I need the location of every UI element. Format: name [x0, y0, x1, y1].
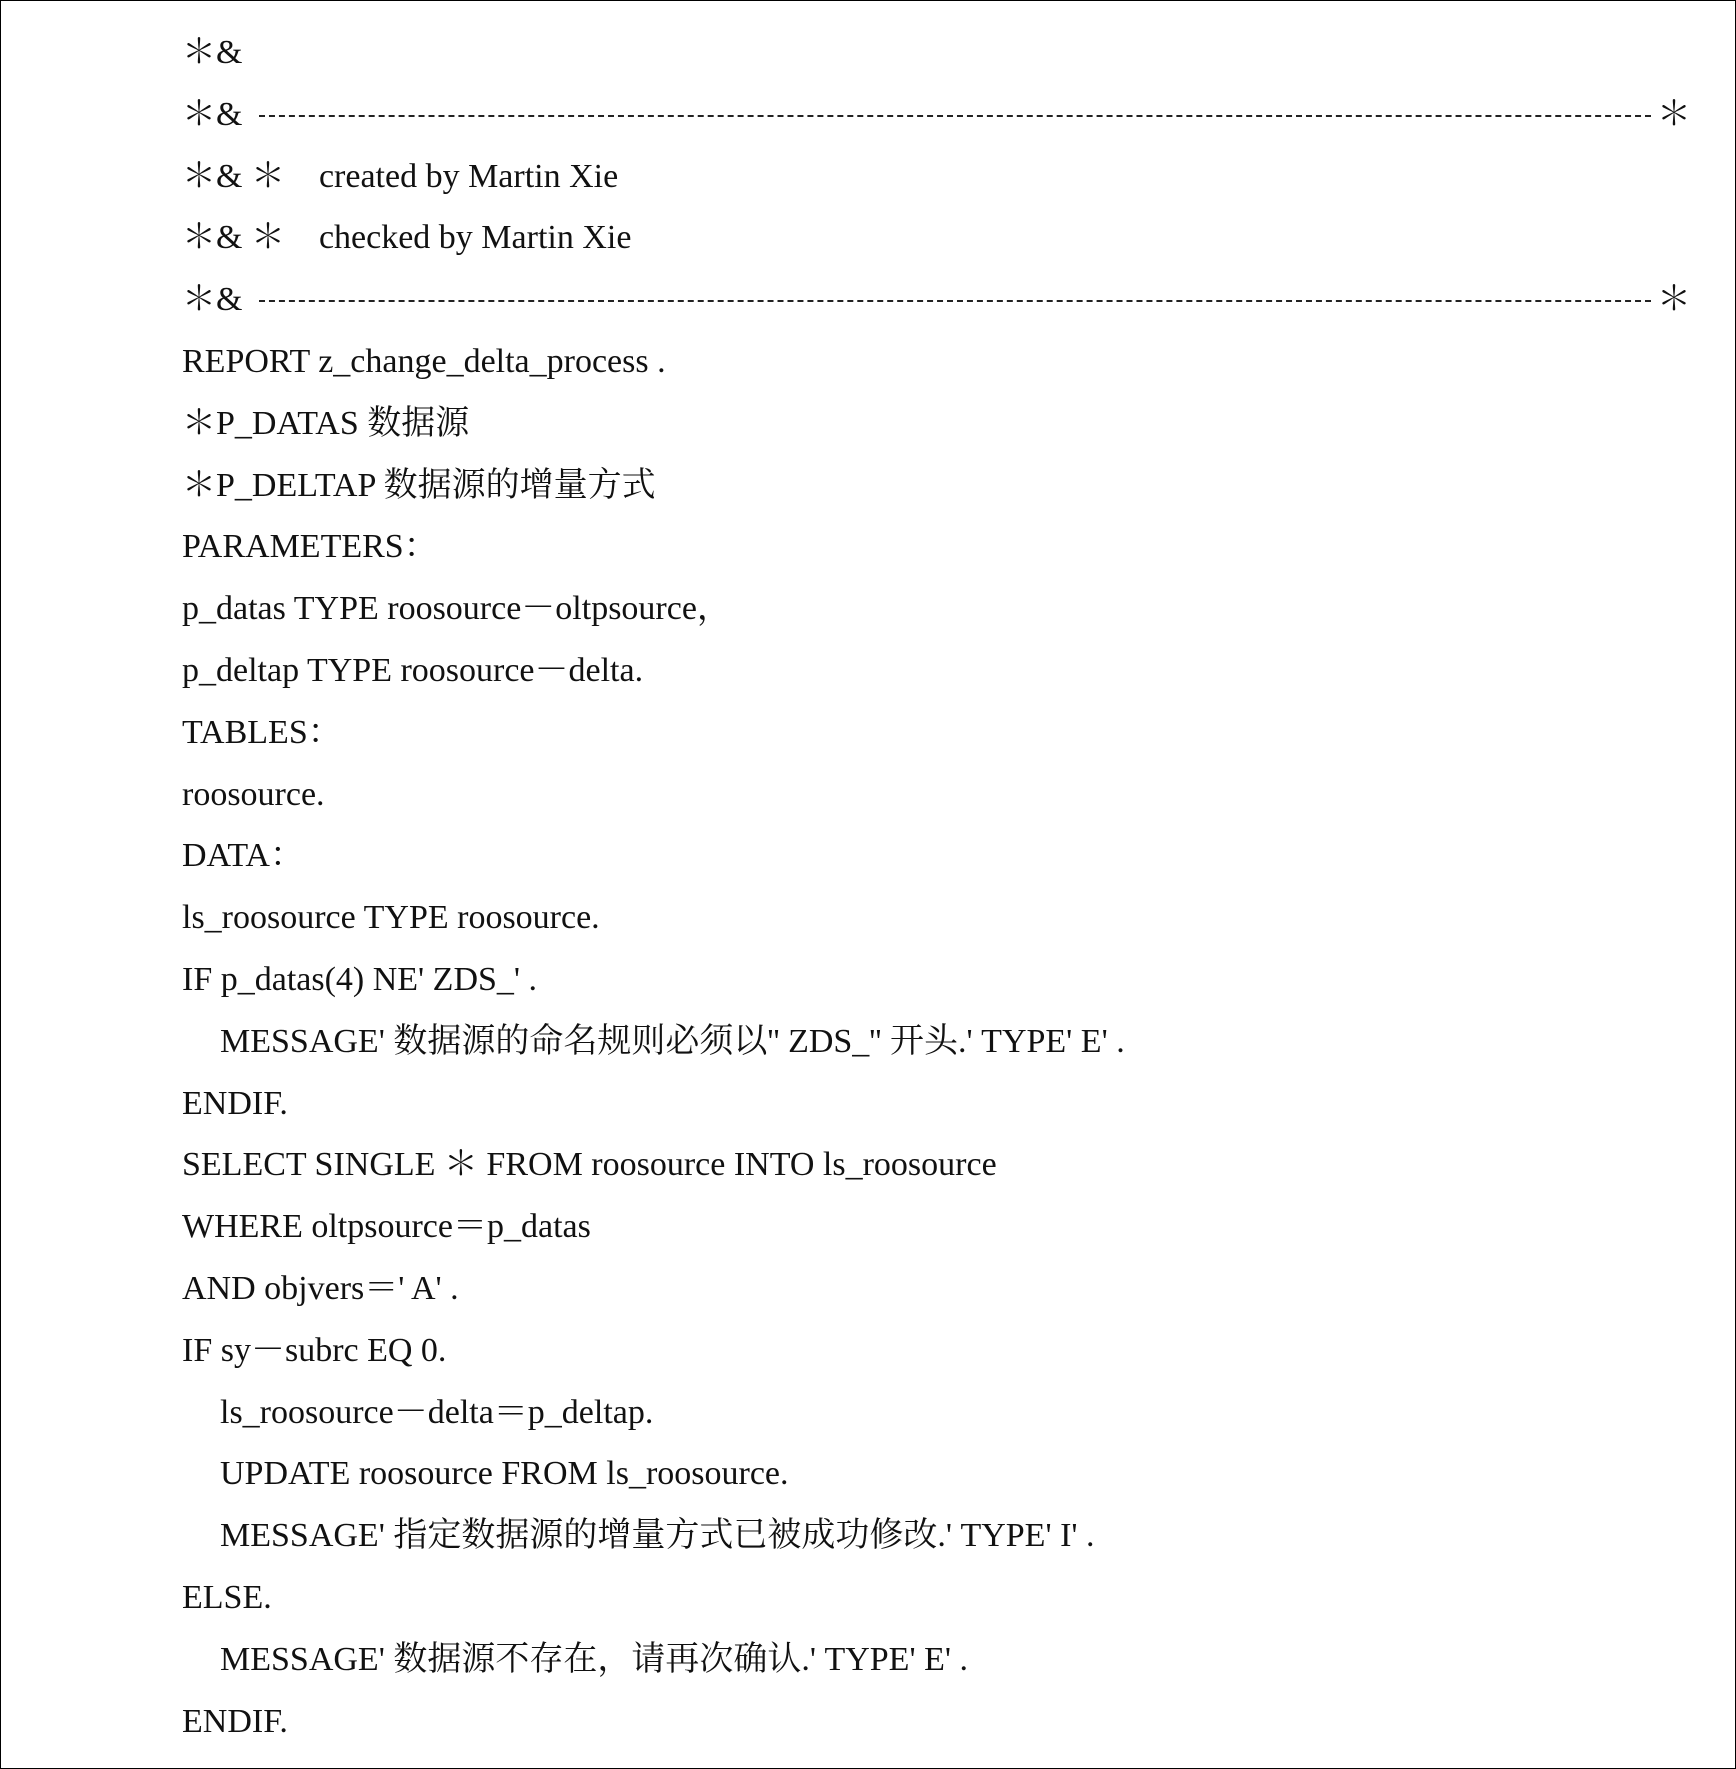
code-line — [220, 1454, 789, 1494]
code-line — [182, 527, 438, 567]
code-line — [182, 713, 342, 753]
code-line-text: ＊& — [182, 95, 243, 133]
dashed-rule — [259, 115, 1651, 117]
comment-rule-line — [182, 95, 1736, 135]
code-line-text: AND objvers＝' A' . — [182, 1270, 459, 1307]
code-line — [182, 1145, 997, 1185]
code-line — [182, 404, 469, 444]
code-line-text: ls_roosource－delta＝p_deltap. — [220, 1393, 654, 1431]
code-line-text: MESSAGE' 数据源不存在，请再次确认.' TYPE' E' . — [220, 1640, 968, 1678]
code-line-text: SELECT SINGLE ＊ FROM roosource INTO ls_roosource — [182, 1146, 997, 1184]
code-line-text: ＊& ＊ checked by Martin Xie — [182, 219, 632, 257]
code-line — [182, 1331, 446, 1371]
code-line-text: UPDATE roosource FROM ls_roosource. — [220, 1455, 789, 1493]
code-line — [182, 1578, 272, 1618]
code-line — [182, 960, 537, 1000]
code-line — [182, 1269, 459, 1309]
code-line-text: p_deltap TYPE roosource－delta. — [182, 652, 644, 689]
code-line-text: IF sy－subrc EQ 0. — [182, 1331, 447, 1369]
code-line — [182, 342, 666, 382]
code-line — [220, 1393, 653, 1433]
code-line — [182, 775, 325, 815]
code-line-text: REPORT z_change_delta_process . — [182, 343, 666, 380]
code-line-text: MESSAGE' 指定数据源的增量方式已被成功修改.' TYPE' I' . — [220, 1517, 1095, 1555]
code-line — [182, 836, 304, 876]
code-line — [220, 1022, 1125, 1062]
code-line — [182, 1207, 591, 1247]
rule-end-asterisk: ＊ — [1657, 95, 1691, 133]
code-line — [182, 1702, 288, 1742]
code-line — [182, 898, 600, 938]
dashed-rule — [259, 300, 1651, 302]
code-line — [182, 157, 618, 197]
rule-end-asterisk: ＊ — [1657, 281, 1691, 319]
code-line — [182, 1084, 288, 1124]
code-line-text: ls_roosource TYPE roosource. — [182, 899, 600, 937]
code-line-text: TABLES： — [182, 713, 342, 751]
code-line-text: ＊P_DATAS 数据源 — [182, 404, 470, 442]
code-line-text: DATA： — [182, 837, 304, 875]
code-line-text: ＊& — [182, 34, 243, 71]
code-line-text: ＊& ＊ created by Martin Xie — [182, 157, 619, 195]
code-line — [182, 33, 242, 73]
code-line-text: ＊P_DELTAP 数据源的增量方式 — [182, 466, 656, 504]
code-line — [182, 589, 731, 629]
code-line — [182, 218, 631, 258]
code-line-text: p_datas TYPE roosource－oltpsource， — [182, 590, 731, 628]
code-line — [220, 1516, 1095, 1556]
code-line-text: IF p_datas(4) NE' ZDS_' . — [182, 961, 538, 998]
code-line-text: ＊& — [182, 281, 243, 319]
code-line — [182, 466, 656, 506]
code-line-text: PARAMETERS： — [182, 528, 438, 566]
code-line-text: ELSE. — [182, 1579, 272, 1616]
code-line-text: MESSAGE' 数据源的命名规则必须以'' ZDS_'' 开头.' TYPE' E' . — [220, 1022, 1125, 1060]
code-line-text: WHERE oltpsource＝p_datas — [182, 1208, 591, 1246]
code-line-text: ENDIF. — [182, 1702, 288, 1740]
code-line-text: ENDIF. — [182, 1084, 288, 1122]
comment-rule-line — [182, 280, 1736, 320]
code-line-text: roosource. — [182, 775, 325, 813]
code-line — [220, 1640, 968, 1680]
code-line — [182, 651, 643, 691]
